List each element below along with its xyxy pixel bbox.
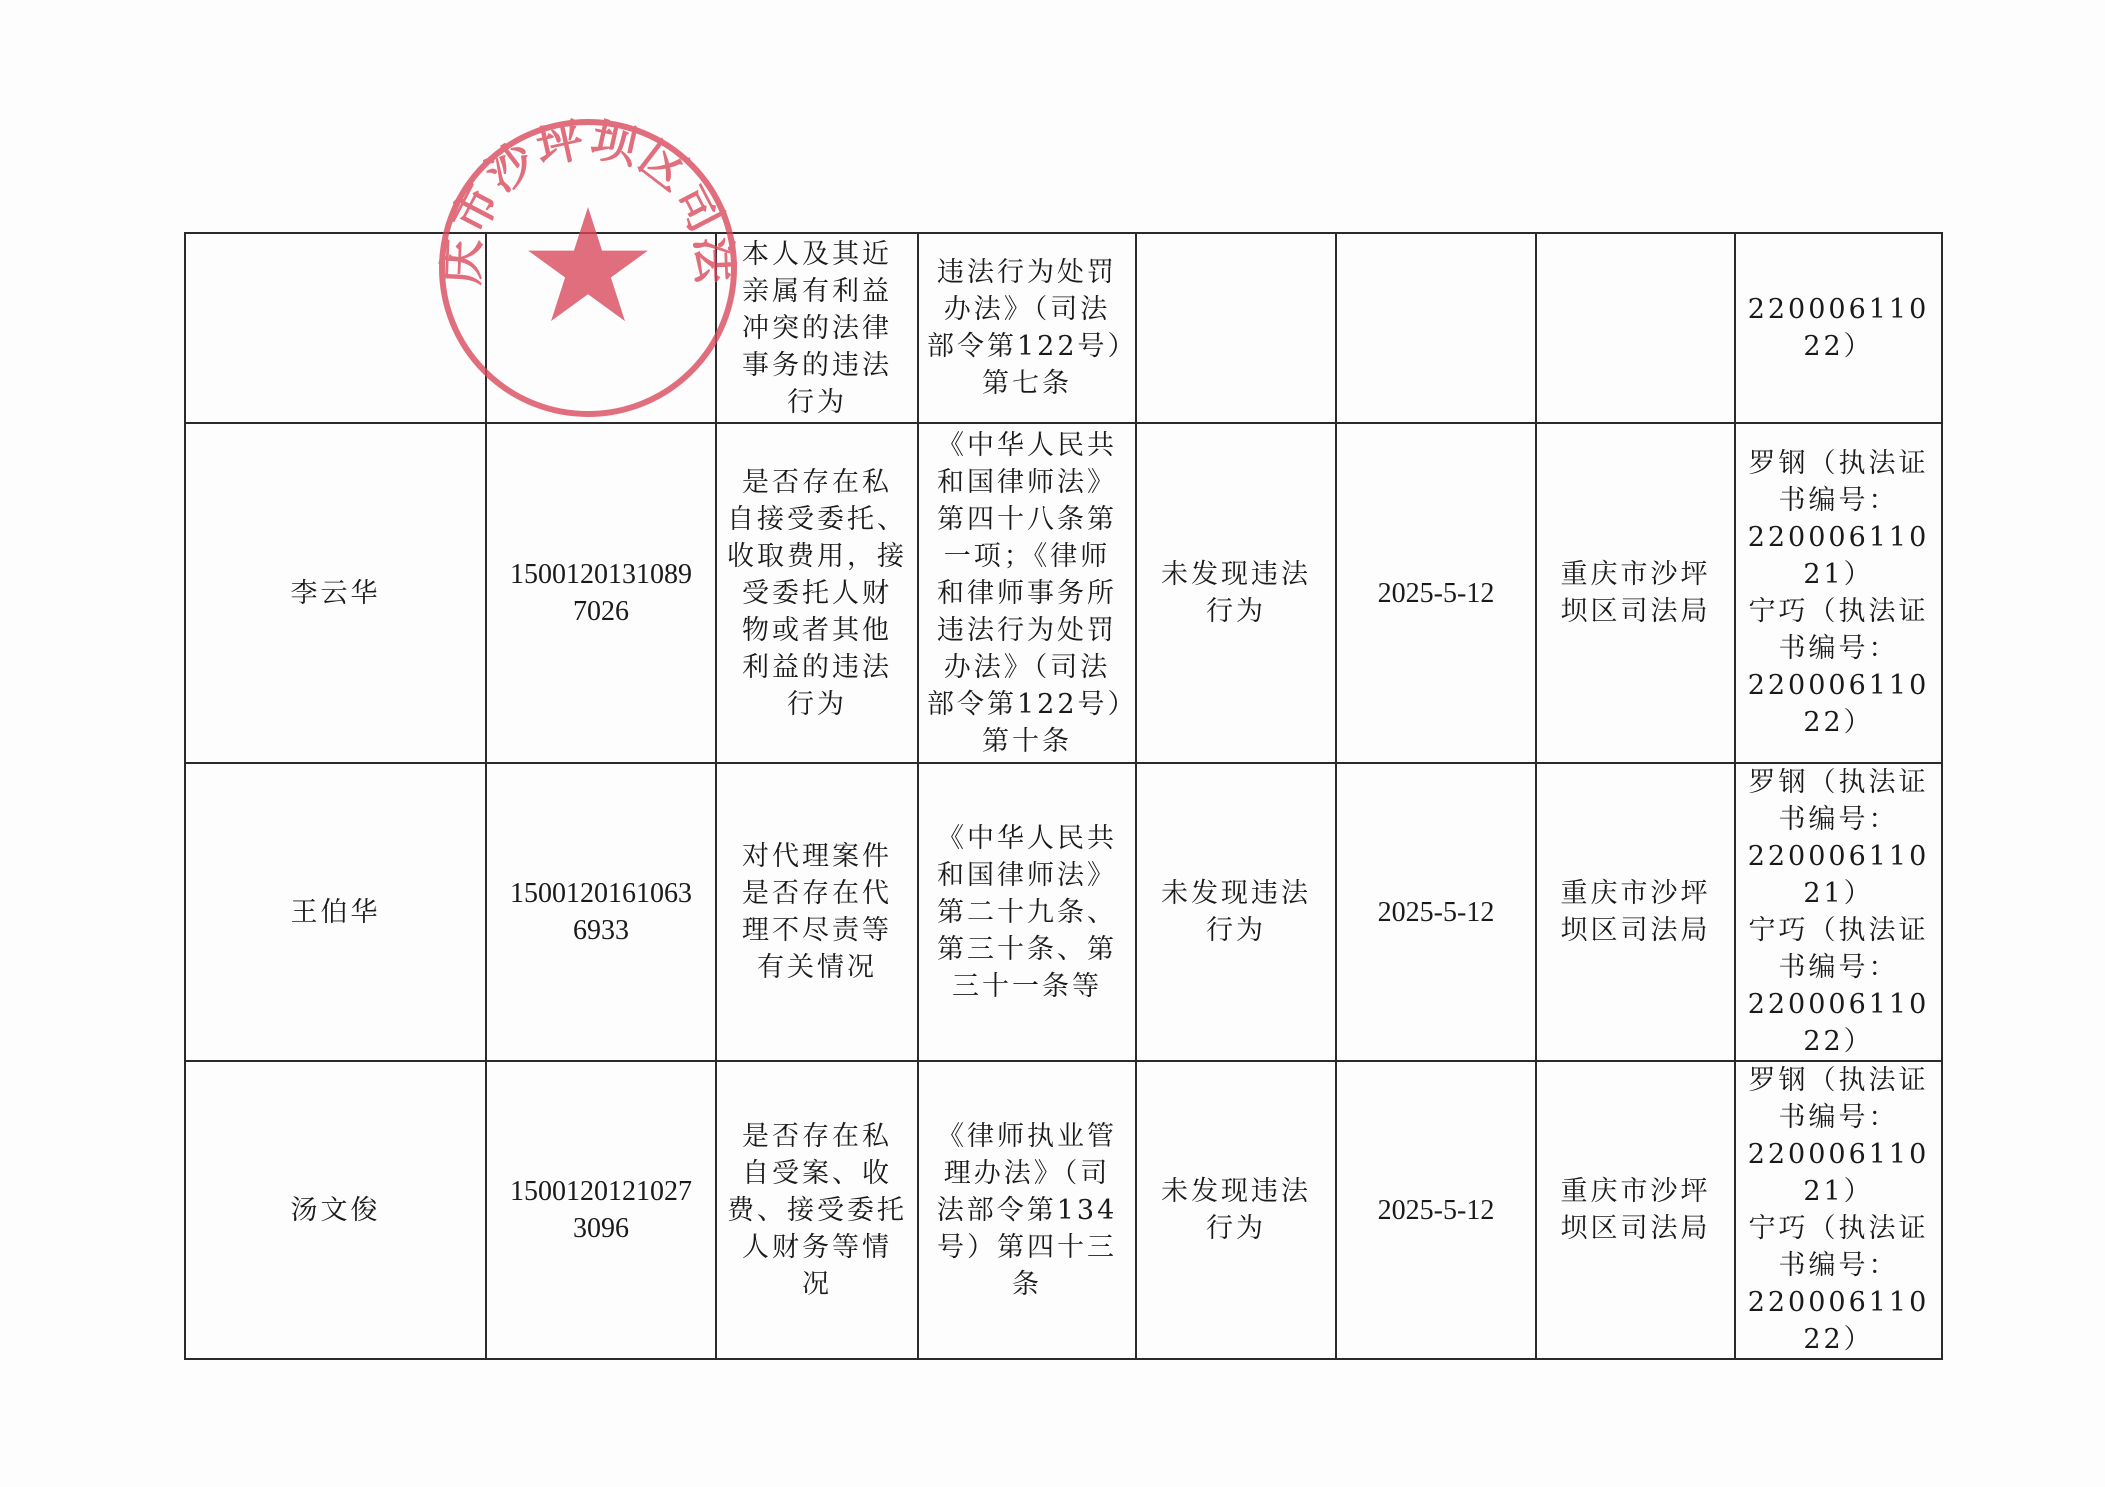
cell-check-item-line: 亲属有利益 [742, 275, 892, 307]
cell-check-result-line: 行为 [1206, 1213, 1266, 1244]
cell-license-number-line: 7026 [573, 596, 629, 627]
cell-check-item-line: 受委托人财 [742, 577, 892, 609]
cell-legal-basis-line: 号）第四十三 [937, 1231, 1117, 1263]
cell-legal-basis-line: 三十一条等 [952, 970, 1102, 1002]
cell-check-date: 2025-5-12 [1336, 763, 1536, 1061]
cell-check-item-line: 是否存在私 [742, 1120, 892, 1152]
cell-license-number-line: 3096 [573, 1213, 629, 1244]
cell-check-result-line: 未发现违法 [1161, 878, 1311, 909]
cell-officers-line: 书编号： [1778, 1102, 1899, 1133]
cell-officers [1735, 1061, 1942, 1359]
cell-officers-line: 22000611022） [1747, 670, 1930, 738]
cell-agency-line: 坝区司法局 [1560, 915, 1711, 946]
cell-license-number-line: 1500120131089 [510, 559, 692, 590]
cell-legal-basis-line: 第三十条、第 [937, 933, 1117, 965]
table-row [185, 423, 1942, 763]
cell-legal-basis-line: 《中华人民共 [937, 822, 1117, 854]
cell-legal-basis-line: 第七条 [982, 368, 1072, 399]
cell-officers-line: 罗钢（执法证 [1748, 448, 1929, 479]
cell-lawyer-name [185, 233, 486, 423]
cell-check-item-line: 人财务等情 [742, 1231, 892, 1263]
cell-legal-basis-line: 违法行为处罚 [937, 257, 1117, 288]
cell-lawyer-name: 李云华 [185, 423, 486, 763]
cell-check-item [716, 423, 918, 763]
cell-officers-line: 书编号： [1778, 1250, 1899, 1281]
cell-check-result-line: 行为 [1206, 915, 1266, 946]
cell-legal-basis-line: 部令第122号） [927, 331, 1138, 362]
cell-check-result [1136, 233, 1336, 423]
cell-legal-basis-line: 和国律师法》 [937, 859, 1117, 891]
cell-officers-line: 宁巧（执法证 [1748, 1213, 1929, 1244]
cell-license-number [486, 423, 716, 763]
cell-check-item-line: 自受案、收 [742, 1157, 892, 1189]
cell-officers-line: 书编号： [1778, 804, 1899, 835]
cell-agency [1536, 1061, 1735, 1359]
cell-legal-basis [918, 1061, 1136, 1359]
cell-legal-basis-line: 和国律师法》 [937, 466, 1117, 498]
cell-check-item-line: 自接受委托、 [727, 503, 907, 535]
table-row [185, 763, 1942, 1061]
cell-check-item-line: 行为 [787, 386, 847, 418]
cell-license-number [486, 1061, 716, 1359]
table-row [185, 1061, 1942, 1359]
cell-agency-line: 重庆市沙坪 [1560, 1176, 1711, 1207]
cell-officers-line: 22000611022） [1747, 989, 1930, 1057]
records-table-body [185, 233, 1942, 1359]
cell-legal-basis-line: 办法》（司法 [943, 651, 1111, 683]
cell-officers-line: 书编号： [1778, 485, 1899, 516]
cell-legal-basis-line: 《律师执业管 [937, 1120, 1117, 1152]
cell-legal-basis-line: 法部令第134 [936, 1194, 1118, 1226]
cell-license-number [486, 233, 716, 423]
cell-officers-line: 书编号： [1778, 952, 1899, 983]
cell-legal-basis-line: 第四十八条第 [937, 503, 1117, 535]
cell-check-item-line: 是否存在代 [742, 878, 892, 909]
cell-legal-basis-line: 《中华人民共 [937, 429, 1117, 461]
cell-agency [1536, 763, 1735, 1061]
table-row [185, 233, 1942, 423]
cell-legal-basis-line: 理办法》（司 [943, 1157, 1111, 1189]
cell-agency [1536, 423, 1735, 763]
cell-legal-basis-line: 违法行为处罚 [937, 614, 1117, 646]
cell-officers-line: 22000611021） [1747, 1139, 1930, 1207]
cell-legal-basis-line: 办法》（司法 [943, 294, 1111, 325]
cell-legal-basis-line: 第二十九条、 [937, 896, 1117, 928]
cell-check-item-line: 物或者其他 [742, 614, 892, 646]
cell-license-number-line: 1500120161063 [510, 878, 692, 909]
cell-check-item [716, 763, 918, 1061]
cell-check-item-line: 费、接受委托 [727, 1194, 907, 1226]
cell-check-item [716, 233, 918, 423]
cell-check-item-line: 冲突的法律 [742, 312, 892, 344]
cell-check-date: 2025-5-12 [1336, 423, 1536, 763]
cell-check-item-line: 是否存在私 [742, 466, 892, 498]
cell-lawyer-name: 王伯华 [185, 763, 486, 1061]
cell-legal-basis-line: 第十条 [982, 725, 1072, 757]
cell-officers-line: 宁巧（执法证 [1748, 915, 1929, 946]
cell-legal-basis-line: 条 [1012, 1268, 1042, 1300]
cell-check-date [1336, 233, 1536, 423]
cell-officers [1735, 233, 1942, 423]
cell-license-number [486, 763, 716, 1061]
cell-officers-line: 宁巧（执法证 [1748, 596, 1929, 627]
cell-check-result-line: 行为 [1206, 596, 1266, 627]
cell-check-item-line: 有关情况 [757, 952, 877, 983]
cell-agency-line: 重庆市沙坪 [1560, 878, 1711, 909]
cell-officers-line: 书编号： [1778, 633, 1899, 664]
cell-check-item [716, 1061, 918, 1359]
cell-check-result [1136, 423, 1336, 763]
cell-check-date: 2025-5-12 [1336, 1061, 1536, 1359]
cell-legal-basis-line: 部令第122号） [927, 688, 1138, 720]
cell-legal-basis-line: 和律师事务所 [937, 577, 1117, 609]
cell-officers [1735, 763, 1942, 1061]
records-table [184, 232, 1943, 1360]
cell-check-item-line: 理不尽责等 [742, 915, 892, 946]
cell-legal-basis [918, 423, 1136, 763]
cell-check-item-line: 利益的违法 [742, 651, 892, 683]
cell-lawyer-name: 汤文俊 [185, 1061, 486, 1359]
cell-legal-basis-line: 一项；《律师 [943, 540, 1111, 572]
cell-check-item-line: 本人及其近 [742, 238, 892, 270]
cell-officers-line: 22000611021） [1747, 841, 1930, 909]
cell-officers-line: 罗钢（执法证 [1748, 1065, 1929, 1096]
cell-officers-line: 22000611021） [1747, 522, 1930, 590]
cell-check-item-line: 对代理案件 [742, 841, 892, 872]
cell-check-result [1136, 1061, 1336, 1359]
cell-legal-basis [918, 763, 1136, 1061]
cell-officers-line: 罗钢（执法证 [1748, 767, 1929, 798]
cell-check-item-line: 收取费用，接 [727, 540, 907, 572]
cell-check-result [1136, 763, 1336, 1061]
cell-license-number-line: 6933 [573, 915, 629, 946]
cell-legal-basis [918, 233, 1136, 423]
cell-check-result-line: 未发现违法 [1161, 559, 1311, 590]
cell-agency-line: 重庆市沙坪 [1560, 559, 1711, 590]
cell-agency-line: 坝区司法局 [1560, 1213, 1711, 1244]
cell-check-item-line: 况 [802, 1268, 832, 1300]
cell-check-item-line: 行为 [787, 688, 847, 720]
cell-officers [1735, 423, 1942, 763]
cell-check-item-line: 事务的违法 [742, 349, 892, 381]
cell-check-result-line: 未发现违法 [1161, 1176, 1311, 1207]
seal-text: 庆市沙坪坝区司法 [435, 115, 741, 287]
cell-agency [1536, 233, 1735, 423]
cell-agency-line: 坝区司法局 [1560, 596, 1711, 627]
cell-officers-line: 22000611022） [1747, 1287, 1930, 1355]
cell-license-number-line: 1500120121027 [510, 1176, 692, 1207]
cell-officers-line: 22000611022） [1747, 294, 1930, 362]
